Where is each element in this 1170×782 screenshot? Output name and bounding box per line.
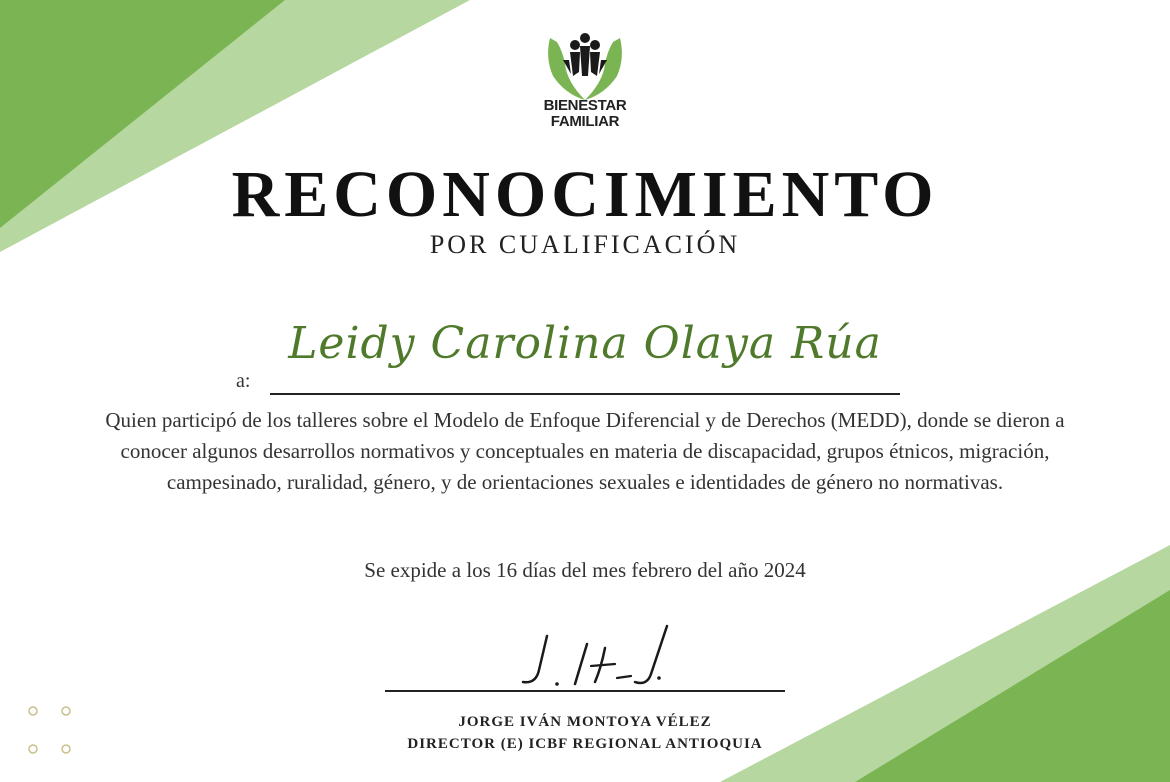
decorative-dots bbox=[26, 704, 76, 756]
certificate-body: Quien participó de los talleres sobre el Modelo de Enfoque Diferencial y de Derechos (MEDD), donde se dieron a conocer algunos desarrollos normativos y conceptuales en materia de discapacidad, grupos étnicos, migración, campesinado, ruralidad, género, y de orientaciones sexuales e identidades de género no normativas. bbox=[105, 408, 1065, 494]
issue-date-text: Se expide a los 16 días del mes febrero del año 2024 bbox=[364, 558, 806, 582]
logo-line-1: BIENESTAR bbox=[543, 97, 627, 114]
signatory-block bbox=[0, 711, 1170, 755]
signature-line bbox=[385, 690, 785, 692]
handwritten-signature bbox=[505, 622, 685, 692]
recipient-underline bbox=[270, 393, 900, 395]
signatory-title: DIRECTOR (E) ICBF REGIONAL ANTIOQUIA bbox=[407, 736, 763, 752]
certificate-title: RECONOCIMIENTO bbox=[231, 158, 939, 231]
logo-line-2: FAMILIAR bbox=[550, 113, 620, 130]
logo-wordmark bbox=[520, 98, 650, 130]
recipient-prefix: a: bbox=[236, 370, 251, 392]
certificate-subtitle: POR CUALIFICACIÓN bbox=[429, 230, 741, 259]
signatory-name: JORGE IVÁN MONTOYA VÉLEZ bbox=[458, 714, 712, 730]
recipient-name: Leidy Carolina Olaya Rúa bbox=[288, 318, 882, 369]
